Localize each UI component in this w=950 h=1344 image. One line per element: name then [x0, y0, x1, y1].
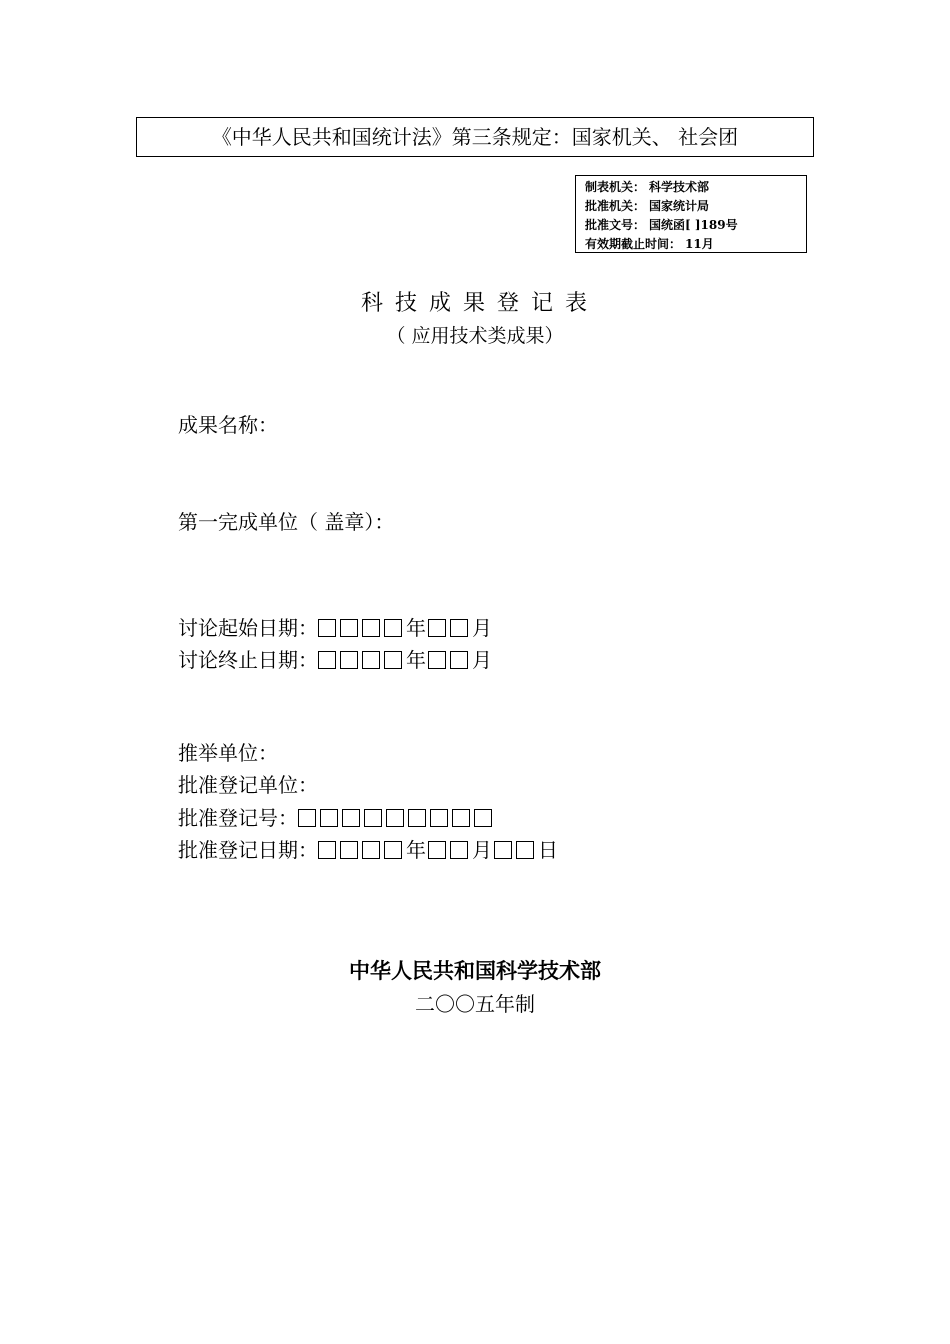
notice-text: 《中华人民共和国统计法》第三条规定：国家机关、 社会团: [211, 125, 739, 149]
blank-box[interactable]: [494, 841, 512, 859]
year-unit: 年: [406, 648, 426, 672]
info-label: 批准文号：: [585, 218, 646, 232]
form-info-box: [575, 175, 807, 253]
blank-box[interactable]: [384, 841, 402, 859]
field-label: 讨论终止日期：: [178, 648, 318, 672]
field-label: 推举单位：: [178, 741, 278, 765]
field-label: 批准登记号：: [178, 806, 298, 830]
blank-box[interactable]: [298, 809, 316, 827]
field-result-name: [178, 410, 278, 440]
form-subtitle: （ 应用技术类成果）: [386, 325, 564, 347]
field-approve-date: [178, 835, 560, 865]
month-unit: 月: [472, 838, 492, 862]
day-unit: 日: [538, 838, 558, 862]
field-label: 成果名称：: [178, 413, 278, 437]
blank-box[interactable]: [452, 809, 470, 827]
blank-box[interactable]: [362, 651, 380, 669]
year-unit: 年: [406, 838, 426, 862]
info-label: 有效期截止时间：: [585, 237, 682, 251]
field-label: 批准登记单位：: [178, 773, 318, 797]
month-unit: 月: [472, 616, 492, 640]
blank-box[interactable]: [320, 809, 338, 827]
info-row-approval-no: [585, 216, 806, 235]
form-title: 科技成果登记表: [360, 291, 599, 316]
blank-box[interactable]: [408, 809, 426, 827]
info-row-approver: [585, 197, 806, 216]
field-label: 批准登记日期：: [178, 838, 318, 862]
blank-box[interactable]: [340, 619, 358, 637]
info-value: 国统函[ ]189号: [649, 218, 738, 232]
info-row-issuer: [585, 178, 806, 197]
month-unit: 月: [472, 648, 492, 672]
blank-box[interactable]: [450, 619, 468, 637]
blank-box[interactable]: [340, 651, 358, 669]
blank-box[interactable]: [362, 619, 380, 637]
blank-box[interactable]: [384, 651, 402, 669]
blank-box[interactable]: [318, 841, 336, 859]
blank-box[interactable]: [362, 841, 380, 859]
field-label: 第一完成单位（ 盖章）：: [178, 510, 395, 534]
info-value: 11月: [685, 237, 714, 251]
blank-box[interactable]: [318, 651, 336, 669]
blank-box[interactable]: [428, 651, 446, 669]
issue-year: 二〇〇五年制: [415, 992, 535, 1016]
info-row-expiry: [585, 235, 806, 254]
field-label: 讨论起始日期：: [178, 616, 318, 640]
field-approve-unit: [178, 770, 318, 800]
issuing-organization: 中华人民共和国科学技术部: [349, 959, 601, 983]
statistics-law-notice: [136, 117, 814, 157]
blank-box[interactable]: [384, 619, 402, 637]
field-discuss-end: [178, 645, 494, 675]
info-label: 制表机关：: [585, 180, 646, 194]
blank-box[interactable]: [340, 841, 358, 859]
year-unit: 年: [406, 616, 426, 640]
blank-box[interactable]: [430, 809, 448, 827]
blank-box[interactable]: [386, 809, 404, 827]
field-recommend-unit: [178, 738, 278, 768]
blank-box[interactable]: [516, 841, 534, 859]
info-label: 批准机关：: [585, 199, 646, 213]
info-value: 国家统计局: [649, 199, 710, 213]
field-approve-no: [178, 803, 496, 833]
blank-box[interactable]: [364, 809, 382, 827]
blank-box[interactable]: [318, 619, 336, 637]
blank-box[interactable]: [428, 619, 446, 637]
field-discuss-start: [178, 613, 494, 643]
info-value: 科学技术部: [649, 180, 710, 194]
blank-box[interactable]: [428, 841, 446, 859]
blank-box[interactable]: [450, 841, 468, 859]
blank-box[interactable]: [450, 651, 468, 669]
field-first-unit: [178, 507, 394, 537]
blank-box[interactable]: [474, 809, 492, 827]
blank-box[interactable]: [342, 809, 360, 827]
